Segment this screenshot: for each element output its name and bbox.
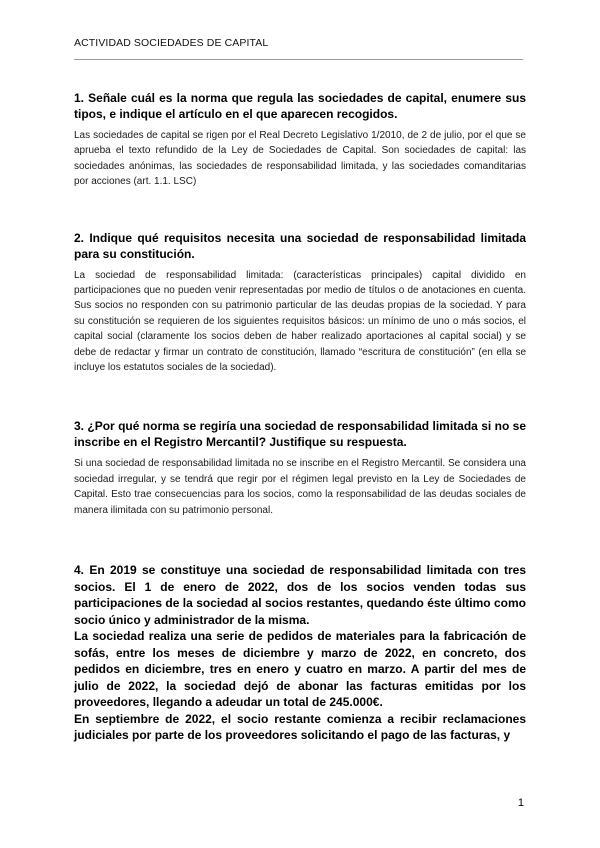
question-4-paragraph: En septiembre de 2022, el socio restante comienza a recibir reclamaciones judiciales por parte de los proveedores solicitando el pago de las facturas, y <box>74 711 526 743</box>
question-1-heading: 1. Señale cuál es la norma que regula las sociedades de capital, enumere sus tipos, e indique el artículo en el que aparecen recogidos. <box>74 91 526 121</box>
page-number: 1 <box>517 797 524 809</box>
question-2-section <box>74 230 526 376</box>
question-4-section <box>74 562 526 744</box>
question-4-paragraph: 4. En 2019 se constituye una sociedad de responsabilidad limitada con tres socios. El 1 de enero de 2022, dos de los socios venden todas sus participaciones de la sociedad al socios restantes, quedando éste último como socio único y administrador de la misma. <box>74 563 526 627</box>
answer-2-text: La sociedad de responsabilidad limitada: (características principales) capital dividido en participaciones que no pueden venir representadas por medio de títulos o de anotaciones en cuenta. Sus socios no responden con su patrimonio particular de las deudas propias de la sociedad. Y para su constitución se requieren de los siguientes requisitos básicos: un mínimo de uno o más socios, el capital social (claramente los socios deben de haber realizado aportaciones al capital social) y se debe de redactar y firmar un contrato de constitución, llamado “escritura de constitución” (en ella se incluye los estatutos sociales de la sociedad). <box>74 269 526 374</box>
question-3-section <box>74 418 526 518</box>
question-4-paragraph: La sociedad realiza una serie de pedidos de materiales para la fabricación de sofás, entre los meses de diciembre y marzo de 2022, en concreto, dos pedidos en diciembre, tres en enero y cuatro en marzo. A partir del mes de julio de 2022, la sociedad dejó de abonar las facturas emitidas por los proveedores, llegando a adeudar un total de 245.000€. <box>74 629 526 710</box>
header-divider <box>74 59 523 60</box>
question-3-heading: 3. ¿Por qué norma se regiría una sociedad de responsabilidad limitada si no se inscribe en el Registro Mercantil? Justifique su respuesta. <box>74 419 526 450</box>
document-header: ACTIVIDAD SOCIEDADES DE CAPITAL <box>74 37 269 49</box>
answer-1-text: Las sociedades de capital se rigen por el Real Decreto Legislativo 1/2010, de 2 de julio, por el que se aprueba el texto refundido de la Ley de Sociedades de Capital. Son sociedades de capital: las sociedades anónimas, las sociedades de responsabilidad limitada, y las sociedades comanditarias por acciones (art. 1.1. LSC) <box>74 130 526 188</box>
document-body <box>74 90 526 744</box>
question-2-heading: 2. Indique qué requisitos necesita una sociedad de responsabilidad limitada para su constitución. <box>74 230 526 261</box>
question-1-section <box>74 90 526 190</box>
answer-3-text: Si una sociedad de responsabilidad limitada no se inscribe en el Registro Mercantil. Se considera una sociedad irregular, y se tendrá que regir por el régimen legal previsto en la Ley de Sociedades de Capital. Esto trae consecuencias para los socios, como la responsabilidad de las deudas sociales de manera ilimitada con su patrimonio personal. <box>74 458 526 516</box>
